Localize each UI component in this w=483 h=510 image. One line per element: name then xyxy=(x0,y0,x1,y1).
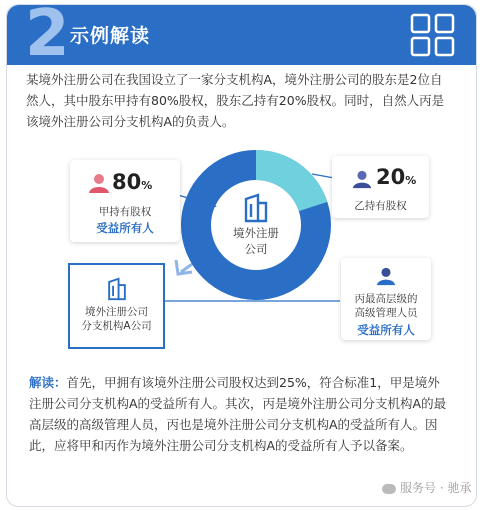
person-c-icon xyxy=(376,266,396,286)
shareholder-a-card xyxy=(70,160,180,242)
shareholder-b-card xyxy=(332,156,429,218)
center-label-line1: 境外注册 xyxy=(233,226,279,240)
share-b-percent: 20% xyxy=(376,165,417,189)
share-b-label: 乙持有股权 xyxy=(354,200,407,212)
manager-c-label-line2: 高级管理人员 xyxy=(354,307,418,319)
center-label-line2: 公司 xyxy=(244,242,268,256)
footer-source xyxy=(382,479,471,496)
branch-label-line2: 分支机构A公司 xyxy=(81,320,152,332)
person-b-icon xyxy=(352,169,372,189)
share-a-percent: 80% xyxy=(112,170,153,194)
section-title: 示例解读 xyxy=(70,25,151,47)
analysis-text: 首先，甲拥有该境外注册公司股权达到25%，符合标准1，甲是境外注册公司分支机构A的受益所有人。其次，丙是境外注册公司分支机构A的最高层级的高级管理人员，丙也是境外注册公司分支机构A的受益所有人。因此，应将甲和丙作为境外注册公司分支机构A的受益所有人予以备案。 xyxy=(29,375,447,453)
analysis-paragraph xyxy=(29,372,449,456)
company-center-label xyxy=(218,225,294,257)
manager-c-label xyxy=(341,292,431,320)
section-number: 2 xyxy=(25,0,70,71)
share-a-role: 受益所有人 xyxy=(96,221,154,235)
branch-building-icon xyxy=(106,277,128,301)
intro-paragraph: 某境外注册公司在我国设立了一家分支机构A，境外注册公司的股东是2位自然人，其中股东甲持有80%股权，股东乙持有20%股权。同时，自然人丙是该境外注册公司分支机构A的负责人。 xyxy=(26,72,445,129)
share-a-label: 甲持有股权 xyxy=(98,206,152,218)
manager-c-card xyxy=(341,258,431,340)
manager-c-label-line1: 丙最高层级的 xyxy=(354,293,418,305)
branch-label-line1: 境外注册公司 xyxy=(85,306,148,318)
branch-a-box xyxy=(68,263,165,349)
analysis-tag: 解读： xyxy=(29,375,67,390)
building-icon xyxy=(242,193,270,223)
wechat-icon xyxy=(382,484,396,494)
branch-a-label xyxy=(70,305,163,333)
footer-text: 服务号 · 驰承 xyxy=(400,481,472,495)
person-a-icon xyxy=(88,172,110,194)
manager-c-role: 受益所有人 xyxy=(357,323,415,337)
